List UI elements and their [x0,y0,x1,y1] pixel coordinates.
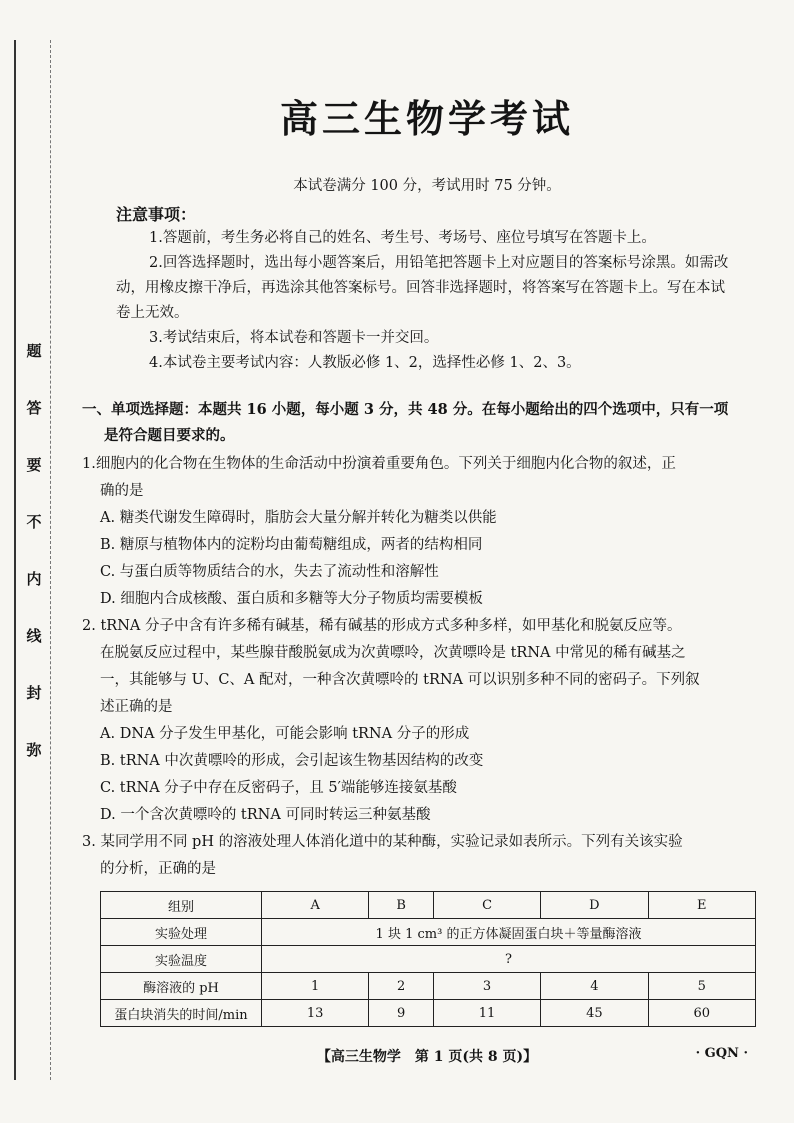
table-cell: 组别 [101,892,262,919]
table-cell: E [648,892,755,919]
question-stem: 3. 某同学用不同 pH 的溶液处理人体消化道中的某种酶，实验记录如表所示。下列有关该实验 [82,834,683,850]
question-stem: 确的是 [100,483,144,499]
note-item: 3.考试结束后，将本试卷和答题卡一并交回。 [149,330,439,346]
table-cell: 蛋白块消失的时间/min [101,1000,262,1027]
exam-code: · GQN · [695,1046,748,1061]
section-heading [82,397,762,449]
option-b: B. 糖原与植物体内的淀粉均由葡萄糖组成，两者的结构相同 [100,537,483,553]
question-stem: 1.细胞内的化合物在生物体的生命活动中扮演着重要角色。下列关于细胞内化合物的叙述，正 [82,456,676,472]
table-row [101,919,756,946]
table-row [101,973,756,1000]
seal-char: 封 [26,684,42,702]
question-stem: 述正确的是 [100,699,173,715]
section-line: 一、单项选择题：本题共 16 小题，每小题 3 分，共 48 分。在每小题给出的四个选项中，只有一项 [82,401,729,418]
question-stem: 的分析，正确的是 [100,861,216,877]
exam-subtitle: 本试卷满分 100 分，考试用时 75 分钟。 [293,178,561,194]
question-1 [82,451,766,613]
option-c: C. tRNA 分子中存在反密码子，且 5′端能够连接氨基酸 [100,780,457,796]
seal-char: 题 [26,342,42,360]
table-cell: 3 [433,973,540,1000]
binding-margin [0,0,62,1123]
page-footer: 【高三生物学 第 1 页(共 8 页)】 [316,1049,538,1065]
table-cell: C [433,892,540,919]
note-item: 4.本试卷主要考试内容：人教版必修 1、2，选择性必修 1、2、3。 [149,355,581,371]
table-cell: A [262,892,369,919]
seal-line-text [22,340,46,760]
binding-solid-line [14,40,16,1080]
seal-char: 弥 [26,741,42,759]
table-cell: ? [262,946,756,973]
notes-list [116,226,736,376]
table-cell: 45 [541,1000,648,1027]
table-row [101,892,756,919]
table-cell: 5 [648,973,755,1000]
table-cell: 实验处理 [101,919,262,946]
option-a: A. 糖类代谢发生障碍时，脂肪会大量分解并转化为糖类以供能 [100,510,497,526]
table-cell: 1 [262,973,369,1000]
table-cell: 2 [369,973,434,1000]
option-c: C. 与蛋白质等物质结合的水，失去了流动性和溶解性 [100,564,439,580]
table-cell: 60 [648,1000,755,1027]
exam-page [82,0,772,1123]
seal-char: 内 [26,570,42,588]
section-line: 是符合题目要求的。 [104,427,235,444]
option-d: D. 一个含次黄嘌呤的 tRNA 可同时转运三种氨基酸 [100,807,431,823]
seal-char: 答 [26,399,42,417]
table-cell: D [541,892,648,919]
binding-dashed-line [50,40,51,1080]
option-b: B. tRNA 中次黄嘌呤的形成，会引起该生物基因结构的改变 [100,753,484,769]
table-cell: 1 块 1 cm³ 的正方体凝固蛋白块＋等量酶溶液 [262,919,756,946]
exam-title: 高三生物学考试 [279,97,574,141]
table-cell: 11 [433,1000,540,1027]
notes-heading: 注意事项： [116,205,197,224]
seal-char: 要 [26,456,42,474]
option-d: D. 细胞内合成核酸、蛋白质和多糖等大分子物质均需要模板 [100,591,483,607]
table-row [101,1000,756,1027]
experiment-table [100,891,756,1027]
table-cell: 酶溶液的 pH [101,973,262,1000]
question-2 [82,613,766,829]
question-3 [82,829,766,883]
question-stem: 一，其能够与 U、C、A 配对，一种含次黄嘌呤的 tRNA 可以识别多种不同的密码子。下列叙 [100,672,700,688]
table-cell: 9 [369,1000,434,1027]
question-stem: 在脱氨反应过程中，某些腺苷酸脱氨成为次黄嘌呤，次黄嘌呤是 tRNA 中常见的稀有碱基之 [100,645,686,661]
note-item: 2.回答选择题时，选出每小题答案后，用铅笔把答题卡上对应题目的答案标号涂黑。如需改动，用橡皮擦干净后，再选涂其他答案标号。回答非选择题时，将答案写在答题卡上。写在本试卷上无效。 [116,255,729,321]
seal-char: 线 [26,627,42,645]
note-item: 1.答题前，考生务必将自己的姓名、考生号、考场号、座位号填写在答题卡上。 [149,230,656,246]
question-stem: 2. tRNA 分子中含有许多稀有碱基，稀有碱基的形成方式多种多样，如甲基化和脱氨反应等。 [82,618,682,634]
table-cell: 4 [541,973,648,1000]
table-cell: 13 [262,1000,369,1027]
table-cell: 实验温度 [101,946,262,973]
table-row [101,946,756,973]
option-a: A. DNA 分子发生甲基化，可能会影响 tRNA 分子的形成 [100,726,470,742]
table-cell: B [369,892,434,919]
seal-char: 不 [26,513,42,531]
